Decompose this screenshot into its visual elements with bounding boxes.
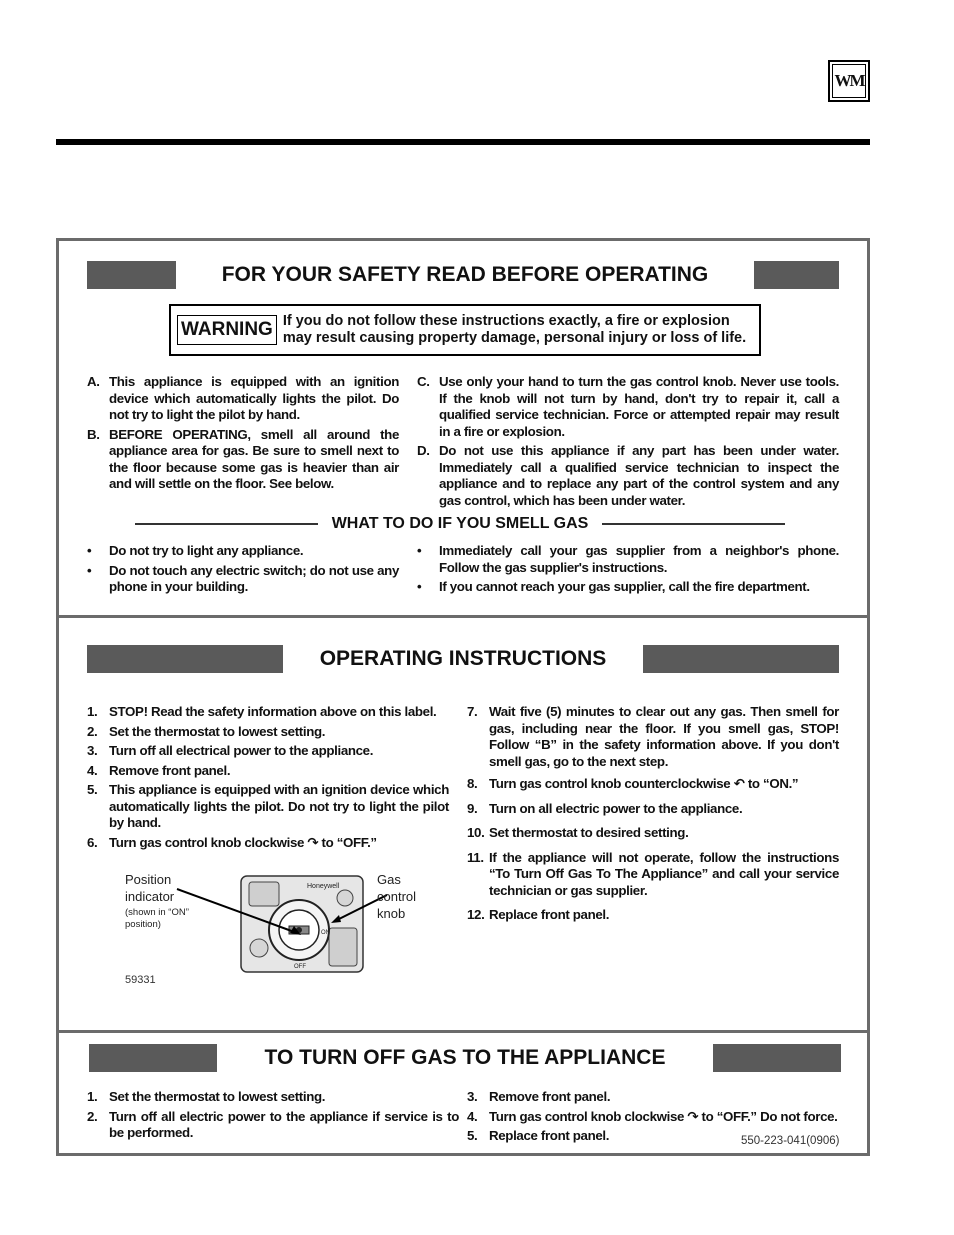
smell-heading (135, 515, 785, 533)
item-marker: B. (87, 426, 100, 442)
step (87, 1089, 459, 1106)
valve-off-label: OFF (294, 964, 306, 970)
part-number: 550-223-041(0906) (741, 1135, 840, 1147)
figure-code: 59331 (125, 974, 156, 986)
smell-rule-right (602, 523, 785, 525)
safety-items-right (417, 374, 839, 509)
valve-on-label: ON (321, 930, 330, 936)
step-marker: 12. (467, 907, 485, 922)
item-text: Immediately call your gas supplier from a neighbor's phone. Follow the gas supplier's instructions. (439, 543, 839, 575)
safety-items-left (87, 374, 399, 493)
operating-steps-right (467, 704, 839, 924)
step-marker: 6. (87, 834, 98, 850)
smell-rule-left (135, 523, 318, 525)
step (467, 1089, 839, 1106)
step (467, 1109, 839, 1126)
item-text: Do not touch any electric switch; do not use any phone in your building. (109, 562, 399, 594)
step (467, 704, 839, 770)
header-rule (56, 139, 870, 145)
step-marker: 4. (467, 1108, 478, 1124)
safety-title: FOR YOUR SAFETY READ BEFORE OPERATING (221, 263, 709, 286)
step (87, 743, 449, 760)
item-text: This appliance is equipped with an ignition device which automatically lights the pilot. Do not try to light the pilot by hand. (109, 374, 399, 422)
gas-control-knob-label: Gas control knob (377, 872, 417, 921)
operating-steps-left (87, 704, 449, 851)
step-marker: 1. (87, 704, 98, 719)
step-text: Replace front panel. (489, 907, 610, 922)
step-text: STOP! Read the safety information above on this label. (109, 704, 437, 719)
indicator-arrows (87, 871, 417, 986)
item-text: If you cannot reach your gas supplier, call the fire department. (439, 579, 810, 594)
warning-box (169, 304, 761, 356)
smell-item (417, 579, 839, 596)
title-bar-right (713, 1044, 841, 1072)
safety-title-row (87, 260, 839, 290)
smell-item (87, 563, 399, 596)
position-indicator-label: Position indicator (125, 872, 175, 904)
title-bar-right (643, 645, 839, 673)
shown-in-note: (shown in “ON” position) (125, 907, 189, 930)
step-marker: 5. (87, 782, 98, 797)
bullet-marker: • (87, 543, 92, 558)
title-bar-right (754, 261, 839, 289)
step-marker: 2. (87, 1108, 98, 1124)
safety-item-d (417, 443, 839, 509)
safety-item-a (87, 374, 399, 424)
step-text: Remove front panel. (109, 762, 231, 778)
step-text: Set thermostat to desired setting. (489, 825, 689, 840)
safety-section (59, 241, 867, 615)
step-marker: 8. (467, 776, 478, 791)
step-marker: 1. (87, 1089, 98, 1104)
step (87, 763, 449, 780)
step (467, 825, 839, 842)
step (467, 850, 839, 900)
step-text: If the appliance will not operate, follow the instructions “To Turn Off Gas To The Appliance” and call your service technician or gas supplier. (489, 849, 839, 898)
safety-label (56, 238, 870, 1156)
smell-item (417, 543, 839, 576)
title-bar-left (87, 261, 176, 289)
bullet-marker: • (417, 543, 422, 558)
step-text: This appliance is equipped with an ignition device which automatically lights the pilot. Do not try to light the pilot by hand. (109, 782, 449, 830)
item-marker: C. (417, 374, 430, 389)
bullet-marker: • (87, 562, 92, 578)
turnoff-section (59, 1033, 867, 1153)
step-marker: 11. (467, 849, 484, 865)
warning-text: If you do not follow these instructions exactly, a fire or explosion may result causing property damage, personal injury or loss of life. (282, 313, 747, 346)
warning-word: WARNING (177, 315, 277, 345)
bullet-marker: • (417, 579, 422, 594)
step-text: Remove front panel. (489, 1089, 611, 1104)
step-text: Set the thermostat to lowest setting. (109, 1089, 326, 1104)
step-marker: 2. (87, 723, 98, 739)
step (87, 782, 449, 832)
smell-items-left (87, 543, 399, 596)
step-marker: 4. (87, 762, 98, 778)
step (467, 907, 839, 924)
turnoff-title-row (89, 1043, 841, 1073)
operating-title: OPERATING INSTRUCTIONS (319, 647, 607, 670)
step-marker: 9. (467, 800, 478, 816)
gas-valve-diagram (87, 871, 417, 986)
title-bar-left (89, 1044, 217, 1072)
step-text: Turn gas control knob counterclockwise ↶ to “ON.” (489, 776, 799, 791)
safety-item-b (87, 427, 399, 493)
step-marker: 10. (467, 825, 485, 840)
step-text: Turn off all electrical power to the appliance. (109, 743, 374, 758)
step (87, 724, 449, 741)
step-marker: 3. (467, 1089, 478, 1104)
step-marker: 5. (467, 1128, 478, 1143)
smell-item (87, 543, 399, 560)
item-marker: D. (417, 443, 430, 458)
step (87, 1109, 459, 1142)
step-marker: 3. (87, 743, 98, 758)
step (467, 776, 839, 793)
item-text: BEFORE OPERATING, smell all around the appliance area for gas. Be sure to smell next to the floor because some gas is heavier than air and will settle on the floor. See below. (109, 426, 399, 491)
item-marker: A. (87, 374, 100, 389)
step (467, 801, 839, 818)
turnoff-steps-left (87, 1089, 459, 1142)
step-text: Wait five (5) minutes to clear out any gas. Then smell for gas, including near the floor. If you smell gas, STOP! Follow “B” in the safety information above. If you don't smell gas, go to the next step. (489, 704, 839, 769)
step (87, 835, 449, 852)
step (87, 704, 449, 721)
item-text: Do not use this appliance if any part has been under water. Immediately call a qualified service technician to inspect the appliance and to replace any part of the control system and any gas control, which has been under water. (439, 443, 839, 508)
title-bar-left (87, 645, 283, 673)
company-logo (828, 60, 870, 102)
logo-mark: WM (832, 64, 866, 98)
step-text: Turn on all electric power to the appliance. (489, 800, 743, 816)
smell-items-right (417, 543, 839, 596)
step-text: Turn off all electric power to the appliance if service is to be performed. (109, 1108, 459, 1140)
safety-item-c (417, 374, 839, 440)
step-text: Replace front panel. (489, 1128, 610, 1143)
step-marker: 7. (467, 704, 478, 719)
step-text: Set the thermostat to lowest setting. (109, 723, 326, 739)
valve-brand: Honeywell (307, 883, 340, 890)
item-text: Do not try to light any appliance. (109, 543, 304, 558)
operating-title-row (87, 644, 839, 674)
step-text: Turn gas control knob clockwise ↷ to “OFF.” (109, 834, 377, 850)
turnoff-title: TO TURN OFF GAS TO THE APPLIANCE (264, 1046, 666, 1069)
smell-title: WHAT TO DO IF YOU SMELL GAS (331, 515, 589, 532)
step-text: Turn gas control knob clockwise ↷ to “OFF.” Do not force. (489, 1108, 838, 1124)
item-text: Use only your hand to turn the gas control knob. Never use tools. If the knob will not turn by hand, don't try to repair it, call a qualified service technician. Force or attempted repair may result in a fire or explosion. (439, 374, 839, 439)
